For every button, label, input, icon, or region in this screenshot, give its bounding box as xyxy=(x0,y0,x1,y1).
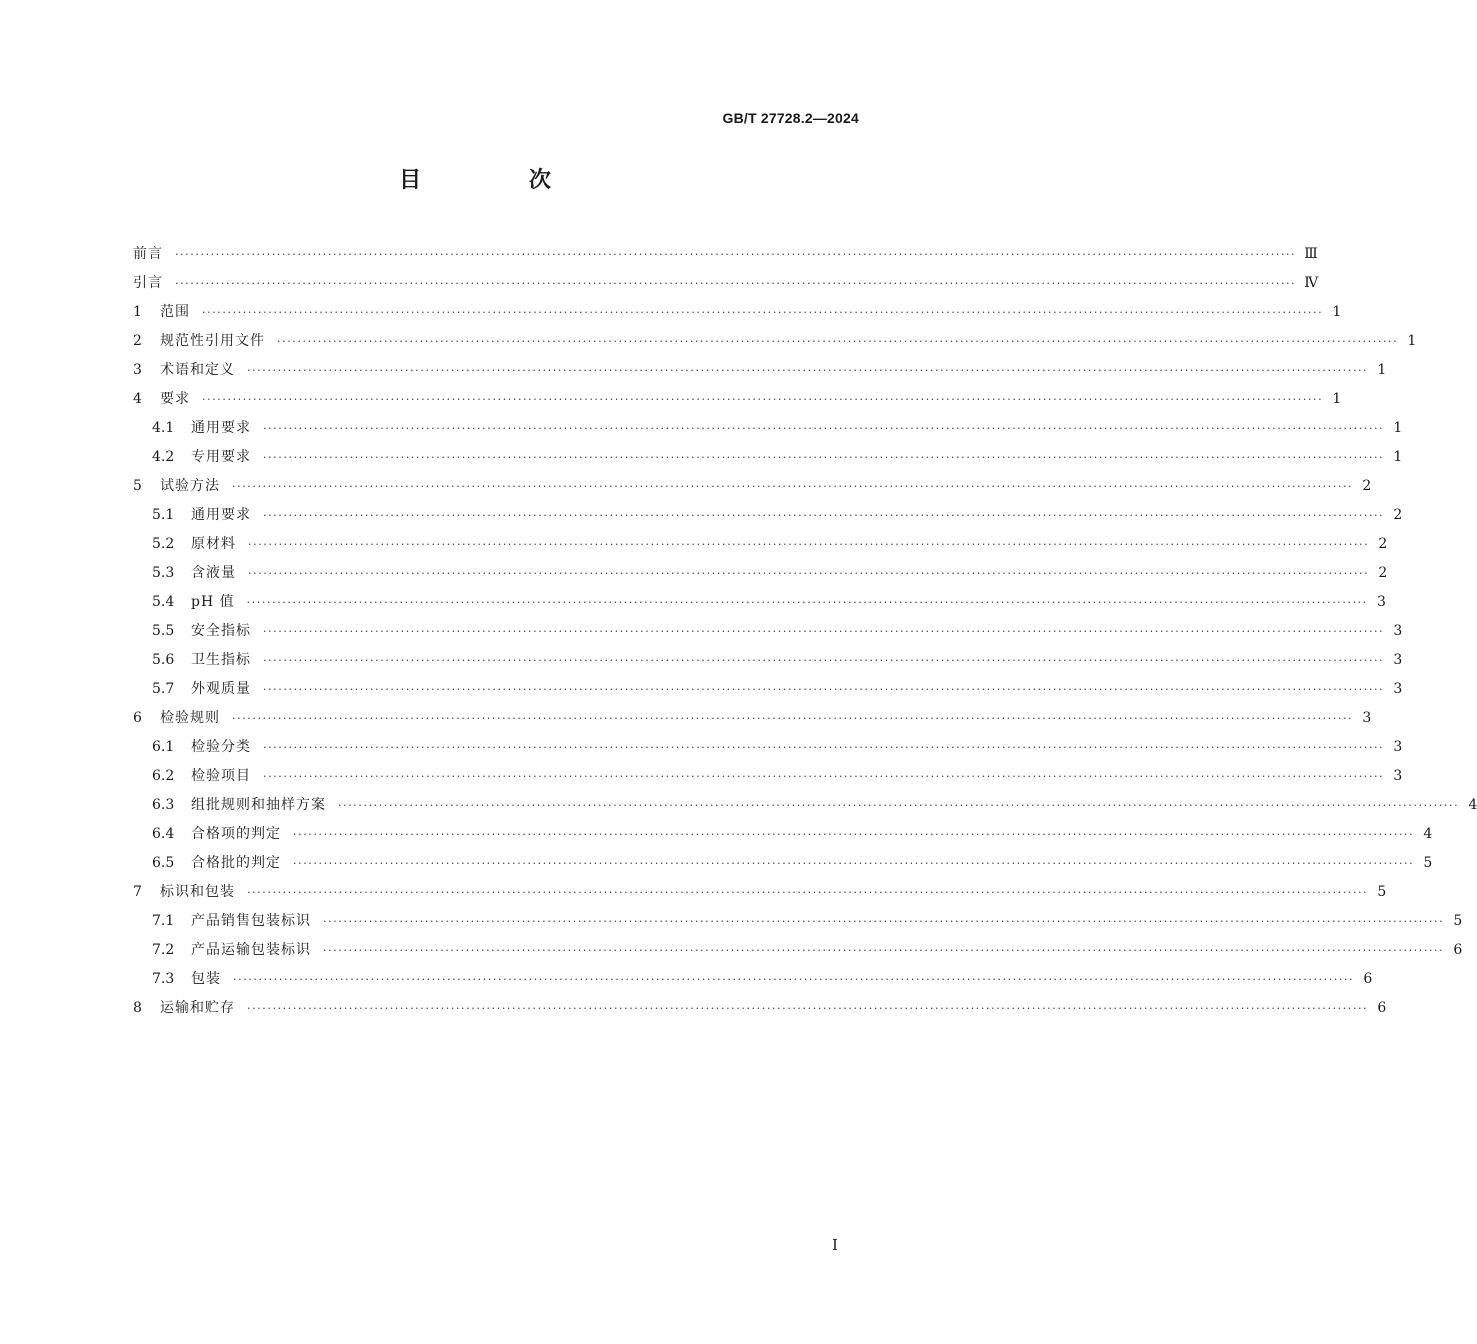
toc-entry-label: pH 值 xyxy=(191,594,235,610)
toc-entry[interactable] xyxy=(133,472,1372,501)
toc-entry-page: 3 xyxy=(1393,739,1403,755)
toc-dot-leader: ···························································································································································································································· xyxy=(248,538,1370,551)
toc-entry-number: 5.7 xyxy=(152,681,175,697)
toc-entry-label: 范围 xyxy=(160,304,190,320)
toc-entry-page: 2 xyxy=(1362,478,1372,494)
toc-dot-leader: ···························································································································································································································· xyxy=(277,335,1399,348)
toc-dot-leader: ···························································································································································································································· xyxy=(263,451,1385,464)
toc-entry-label: 通用要求 xyxy=(191,420,251,436)
toc-entry-number: 6.1 xyxy=(152,739,175,755)
toc-entry[interactable] xyxy=(133,530,1388,559)
toc-dot-leader: ···························································································································································································································· xyxy=(323,915,1445,928)
toc-entry-page: Ⅲ xyxy=(1304,246,1318,262)
toc-entry-page: 4 xyxy=(1423,826,1433,842)
toc-dot-leader: ···························································································································································································································· xyxy=(263,770,1385,783)
toc-entry-number: 2 xyxy=(133,333,142,349)
toc-entry-number: 7.3 xyxy=(152,971,175,987)
toc-entry[interactable] xyxy=(133,791,1477,820)
toc-dot-leader: ···························································································································································································································· xyxy=(247,1002,1369,1015)
toc-entry[interactable] xyxy=(133,617,1403,646)
toc-entry-page: 5 xyxy=(1423,855,1433,871)
toc-entry-number: 5.4 xyxy=(152,594,175,610)
toc-entry-number: 6.3 xyxy=(152,797,175,813)
toc-dot-leader: ···························································································································································································································· xyxy=(263,683,1385,696)
toc-dot-leader: ···························································································································································································································· xyxy=(202,393,1324,406)
toc-entry-label: 产品运输包装标识 xyxy=(191,942,311,958)
toc-entry[interactable] xyxy=(133,240,1318,269)
toc-entry[interactable] xyxy=(133,820,1433,849)
toc-entry-page: 3 xyxy=(1362,710,1372,726)
toc-entry-number: 4.1 xyxy=(152,420,175,436)
toc-entry-page: 3 xyxy=(1376,594,1386,610)
toc-entry-page: 1 xyxy=(1332,304,1342,320)
toc-entry-number: 5.6 xyxy=(152,652,175,668)
toc-entry-page: 2 xyxy=(1393,507,1403,523)
toc-entry-label: 试验方法 xyxy=(160,478,220,494)
toc-entry-label: 前言 xyxy=(133,246,163,262)
toc-entry[interactable] xyxy=(133,269,1319,298)
toc-entry-number: 4 xyxy=(133,391,142,407)
toc-entry-label: 原材料 xyxy=(191,536,236,552)
toc-entry-page: 5 xyxy=(1377,884,1387,900)
toc-dot-leader: ···························································································································································································································· xyxy=(202,306,1324,319)
toc-entry[interactable] xyxy=(133,356,1387,385)
toc-entry-page: 5 xyxy=(1453,913,1463,929)
toc-entry[interactable] xyxy=(133,646,1403,675)
toc-entry[interactable] xyxy=(133,704,1372,733)
toc-entry-label: 包装 xyxy=(191,971,221,987)
toc-entry-page: 1 xyxy=(1393,420,1403,436)
toc-entry[interactable] xyxy=(133,675,1403,704)
toc-entry-number: 7.2 xyxy=(152,942,175,958)
toc-entry[interactable] xyxy=(133,936,1463,965)
toc-entry[interactable] xyxy=(133,385,1342,414)
toc-dot-leader: ···························································································································································································································· xyxy=(175,248,1297,261)
toc-entry-page: 6 xyxy=(1377,1000,1387,1016)
table-of-contents xyxy=(133,240,1477,1023)
toc-entry-number: 5 xyxy=(133,478,142,494)
toc-dot-leader: ···························································································································································································································· xyxy=(338,799,1460,812)
toc-entry-label: 通用要求 xyxy=(191,507,251,523)
toc-dot-leader: ···························································································································································································································· xyxy=(232,712,1354,725)
toc-entry-page: Ⅳ xyxy=(1304,275,1319,291)
toc-entry-page: 1 xyxy=(1377,362,1387,378)
toc-entry-number: 4.2 xyxy=(152,449,175,465)
toc-entry-number: 5.3 xyxy=(152,565,175,581)
toc-entry-label: 产品销售包装标识 xyxy=(191,913,311,929)
toc-entry[interactable] xyxy=(133,559,1388,588)
toc-dot-leader: ···························································································································································································································· xyxy=(233,973,1355,986)
toc-dot-leader: ···························································································································································································································· xyxy=(293,857,1415,870)
toc-entry-page: 2 xyxy=(1378,536,1388,552)
toc-entry-label: 检验规则 xyxy=(160,710,220,726)
toc-entry-number: 3 xyxy=(133,362,142,378)
toc-entry[interactable] xyxy=(133,298,1342,327)
toc-entry[interactable] xyxy=(133,588,1386,617)
toc-entry-label: 引言 xyxy=(133,275,163,291)
toc-entry[interactable] xyxy=(133,878,1387,907)
toc-entry-page: 4 xyxy=(1468,797,1477,813)
toc-entry-label: 检验分类 xyxy=(191,739,251,755)
toc-entry-label: 含液量 xyxy=(191,565,236,581)
toc-dot-leader: ···························································································································································································································· xyxy=(248,567,1370,580)
toc-dot-leader: ···························································································································································································································· xyxy=(175,277,1297,290)
toc-entry-label: 合格项的判定 xyxy=(191,826,281,842)
toc-entry-number: 6.5 xyxy=(152,855,175,871)
toc-entry-label: 安全指标 xyxy=(191,623,251,639)
toc-entry[interactable] xyxy=(133,443,1403,472)
toc-entry-number: 5.2 xyxy=(152,536,175,552)
toc-entry-page: 3 xyxy=(1393,623,1403,639)
toc-dot-leader: ···························································································································································································································· xyxy=(263,509,1385,522)
toc-dot-leader: ···························································································································································································································· xyxy=(293,828,1415,841)
toc-entry-page: 3 xyxy=(1393,652,1403,668)
toc-entry[interactable] xyxy=(133,994,1387,1023)
toc-dot-leader: ···························································································································································································································· xyxy=(247,364,1369,377)
toc-entry-number: 1 xyxy=(133,304,142,320)
toc-entry-number: 7.1 xyxy=(152,913,175,929)
toc-dot-leader: ···························································································································································································································· xyxy=(263,625,1385,638)
toc-entry[interactable] xyxy=(133,501,1403,530)
toc-entry-page: 3 xyxy=(1393,681,1403,697)
toc-entry-label: 运输和贮存 xyxy=(160,1000,235,1016)
toc-dot-leader: ···························································································································································································································· xyxy=(263,654,1385,667)
toc-entry-label: 检验项目 xyxy=(191,768,251,784)
toc-entry-number: 5.5 xyxy=(152,623,175,639)
toc-dot-leader: ···························································································································································································································· xyxy=(247,886,1369,899)
toc-entry-label: 外观质量 xyxy=(191,681,251,697)
toc-entry[interactable] xyxy=(133,849,1433,878)
toc-entry-page: 1 xyxy=(1407,333,1417,349)
toc-entry[interactable] xyxy=(133,414,1403,443)
toc-entry-page: 1 xyxy=(1393,449,1403,465)
toc-entry[interactable] xyxy=(133,327,1417,356)
toc-entry-label: 专用要求 xyxy=(191,449,251,465)
page-number: Ⅰ xyxy=(832,1236,838,1254)
toc-entry-number: 6 xyxy=(133,710,142,726)
toc-dot-leader: ···························································································································································································································· xyxy=(246,596,1368,609)
toc-entry-page: 2 xyxy=(1378,565,1388,581)
toc-entry[interactable] xyxy=(133,907,1463,936)
toc-entry-number: 8 xyxy=(133,1000,142,1016)
toc-dot-leader: ···························································································································································································································· xyxy=(232,480,1354,493)
toc-entry-number: 6.4 xyxy=(152,826,175,842)
toc-dot-leader: ···························································································································································································································· xyxy=(263,741,1385,754)
toc-entry-page: 6 xyxy=(1363,971,1373,987)
standard-code: GB/T 27728.2—2024 xyxy=(722,110,859,126)
toc-entry-label: 组批规则和抽样方案 xyxy=(191,797,326,813)
toc-entry-page: 6 xyxy=(1453,942,1463,958)
toc-entry-page: 1 xyxy=(1332,391,1342,407)
toc-entry-label: 术语和定义 xyxy=(160,362,235,378)
toc-dot-leader: ···························································································································································································································· xyxy=(323,944,1445,957)
toc-entry-number: 6.2 xyxy=(152,768,175,784)
toc-entry-label: 要求 xyxy=(160,391,190,407)
toc-entry-label: 标识和包装 xyxy=(160,884,235,900)
toc-dot-leader: ···························································································································································································································· xyxy=(263,422,1385,435)
toc-entry-label: 合格批的判定 xyxy=(191,855,281,871)
toc-entry[interactable] xyxy=(133,762,1403,791)
toc-entry[interactable] xyxy=(133,965,1373,994)
toc-entry-page: 3 xyxy=(1393,768,1403,784)
toc-entry-number: 7 xyxy=(133,884,142,900)
page-title: 目 次 xyxy=(399,168,601,193)
toc-entry-label: 卫生指标 xyxy=(191,652,251,668)
toc-entry[interactable] xyxy=(133,733,1403,762)
toc-entry-number: 5.1 xyxy=(152,507,175,523)
toc-entry-label: 规范性引用文件 xyxy=(160,333,265,349)
